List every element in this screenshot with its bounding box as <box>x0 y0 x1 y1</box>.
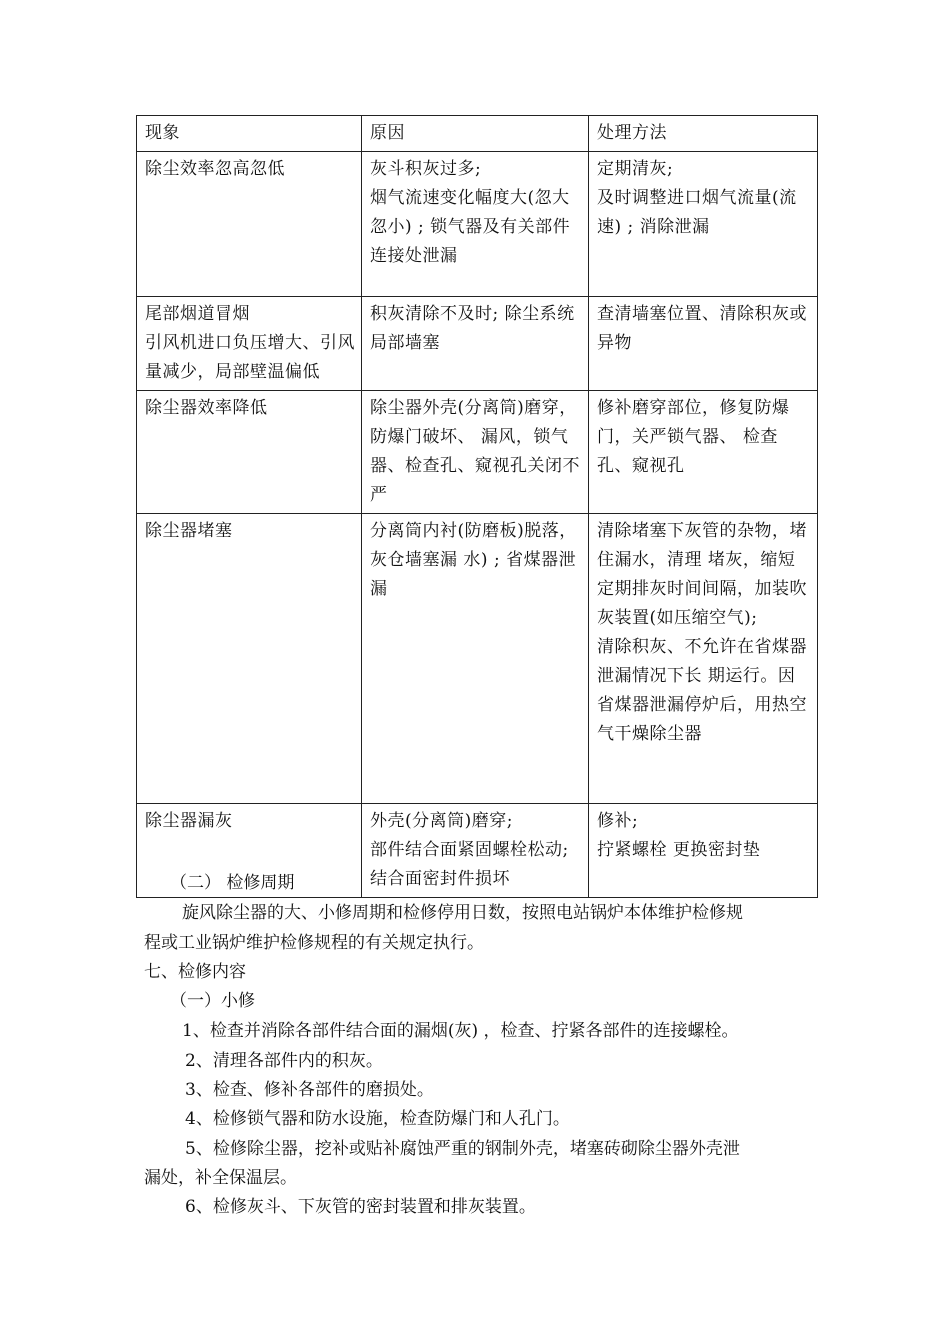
cell-remedy <box>589 514 818 804</box>
section-heading-maintenance-cycle: （二） 检修周期 <box>170 873 295 893</box>
cell-remedy <box>589 804 818 898</box>
cell-remedy <box>589 391 818 514</box>
cell-text: 定期清灰; <box>597 159 674 179</box>
cell-text: 除尘器效率降低 <box>145 398 268 418</box>
cell-text: 清除堵塞下灰管的杂物，堵住漏水，清理 堵灰，缩短定期排灰时间间隔，加装吹灰装置(如压缩空气); <box>597 521 807 628</box>
cell-cause <box>362 804 589 898</box>
section-heading-maintenance-content: 七、检修内容 <box>144 962 246 982</box>
table-row <box>137 514 818 804</box>
cell-symptom <box>137 297 362 391</box>
fault-table <box>136 115 818 898</box>
cell-remedy <box>589 152 818 297</box>
cell-text: 修补; <box>597 811 639 831</box>
list-item: 1、检查并消除各部件结合面的漏烟(灰) ，检查、拧紧各部件的连接螺栓。 <box>182 1021 739 1041</box>
cell-text: 尾部烟道冒烟 <box>145 304 250 324</box>
cell-text: 修补磨穿部位，修复防爆门，关严锁气器、 检查孔、窥视孔 <box>597 398 790 476</box>
cell-text: 除尘器漏灰 <box>145 811 233 831</box>
cell-text: 分离筒内衬(防磨板)脱落，灰仓墙塞漏 水) ; 省煤器泄漏 <box>370 521 577 599</box>
cell-text: 清除积灰、不允许在省煤器泄漏情况下长 期运行。因省煤器泄漏停炉后，用热空气干燥除尘器 <box>597 637 807 744</box>
cell-symptom <box>137 391 362 514</box>
cell-cause <box>362 514 589 804</box>
header-cause: 原因 <box>362 116 589 152</box>
cell-text: 灰斗积灰过多; <box>370 159 482 179</box>
cell-cause <box>362 152 589 297</box>
list-item: 3、检查、修补各部件的磨损处。 <box>185 1080 434 1100</box>
list-item: 5、检修除尘器，挖补或贴补腐蚀严重的钢制外壳，堵塞砖砌除尘器外壳泄 <box>185 1139 740 1159</box>
cell-remedy <box>589 297 818 391</box>
subsection-heading-minor-repair: （一）小修 <box>170 991 255 1011</box>
table-row <box>137 391 818 514</box>
list-item: 6、检修灰斗、下灰管的密封装置和排灰装置。 <box>185 1197 536 1217</box>
cell-text: 部件结合面紧固螺栓松动; 结合面密封件损坏 <box>370 840 569 889</box>
table-header-row <box>137 116 818 152</box>
cell-cause <box>362 391 589 514</box>
cell-text: 除尘器外壳(分离筒)磨穿，防爆门破坏、 漏风，锁气器、检查孔、窥视孔关闭不严 <box>370 398 580 505</box>
table-row <box>137 297 818 391</box>
cell-text: 查清墙塞位置、清除积灰或异物 <box>597 304 807 353</box>
cell-text: 拧紧螺栓 更换密封垫 <box>597 840 761 860</box>
cell-text: 及时调整进口烟气流量(流速) ; 消除泄漏 <box>597 188 797 237</box>
cell-text: 除尘效率忽高忽低 <box>145 159 285 179</box>
cell-symptom <box>137 152 362 297</box>
cell-text: 烟气流速变化幅度大(忽大忽小) ; 锁气器及有关部件连接处泄漏 <box>370 188 571 266</box>
cell-text: 引风机进口负压增大、引风量减少，局部壁温偏低 <box>145 333 355 382</box>
header-symptom: 现象 <box>137 116 362 152</box>
cell-text: 积灰清除不及时; 除尘系统局部墙塞 <box>370 304 575 353</box>
cell-cause <box>362 297 589 391</box>
paragraph-line: 程或工业锅炉维护检修规程的有关规定执行。 <box>144 933 484 953</box>
paragraph-line: 旋风除尘器的大、小修周期和检修停用日数，按照电站锅炉本体维护检修规 <box>182 903 743 923</box>
list-item: 2、清理各部件内的积灰。 <box>185 1051 383 1071</box>
header-remedy: 处理方法 <box>589 116 818 152</box>
cell-text: 外壳(分离筒)磨穿; <box>370 811 513 831</box>
cell-symptom <box>137 514 362 804</box>
cell-text: 除尘器堵塞 <box>145 521 233 541</box>
list-item: 4、检修锁气器和防水设施，检查防爆门和人孔门。 <box>185 1109 570 1129</box>
table-row <box>137 152 818 297</box>
list-item-continuation: 漏处，补全保温层。 <box>144 1168 297 1188</box>
